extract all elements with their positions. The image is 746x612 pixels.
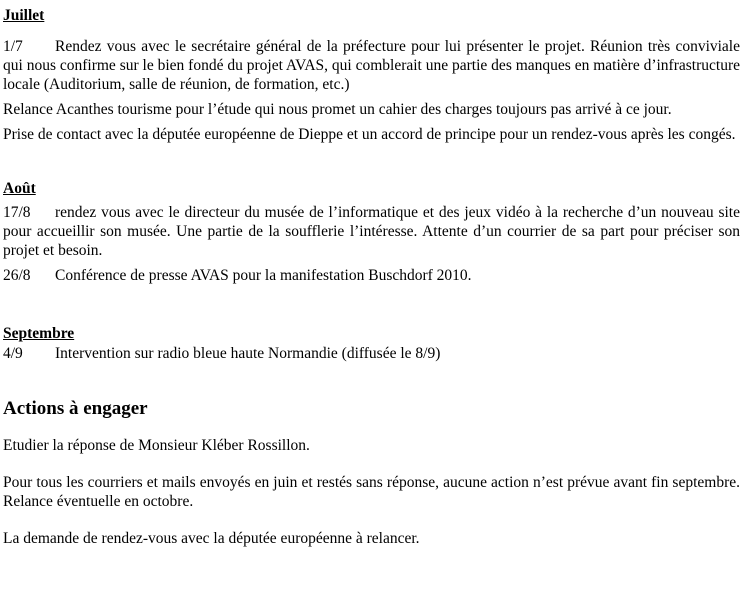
section-aout	[3, 179, 740, 285]
entry-aout-1	[3, 203, 740, 260]
action-item-3: La demande de rendez-vous avec la députée européenne à relancer.	[3, 530, 420, 547]
entry-date: 26/8	[3, 267, 31, 284]
entry-date: 1/7	[3, 38, 23, 55]
action-item-1: Etudier la réponse de Monsieur Kléber Rossillon.	[3, 437, 310, 454]
entry-text: Intervention sur radio bleue haute Normandie (diffusée le 8/9)	[55, 345, 441, 362]
section-actions	[3, 397, 740, 548]
month-heading-aout: Août	[3, 180, 36, 197]
entry-aout-2	[3, 266, 740, 285]
entry-juillet-1	[3, 37, 740, 94]
entry-date: 4/9	[3, 345, 23, 362]
section-juillet	[3, 6, 740, 144]
entry-text: Rendez vous avec le secrétaire général de la préfecture pour lui présenter le projet. Réunion très conviviale qui nous confirme sur le bien fondé du projet AVAS, qui comblerait une partie des manques en matière d’infrastructure locale (Auditorium, salle de réunion, de formation, etc.)	[3, 38, 740, 93]
month-heading-septembre: Septembre	[3, 325, 75, 342]
action-item-2: Pour tous les courriers et mails envoyés en juin et restés sans réponse, aucune action n’est prévue avant fin septembre. Relance éventuelle en octobre.	[3, 474, 740, 510]
actions-heading: Actions à engager	[3, 398, 148, 419]
section-septembre	[3, 324, 740, 363]
entry-date: 17/8	[3, 204, 31, 221]
month-heading-juillet: Juillet	[3, 7, 45, 24]
entry-text: Conférence de presse AVAS pour la manifestation Buschdorf 2010.	[55, 267, 472, 284]
paragraph-relance-acanthes: Relance Acanthes tourisme pour l’étude qui nous promet un cahier des charges toujours pas arrivé à ce jour.	[3, 101, 672, 118]
document-page	[3, 6, 740, 548]
entry-septembre-1	[3, 344, 740, 363]
entry-text: rendez vous avec le directeur du musée de l’informatique et des jeux vidéo à la recherche d’un nouveau site pour accueillir son musée. Une partie de la soufflerie l’intéresse. Attente d’un courrier de sa part pour préciser son projet et besoin.	[3, 204, 740, 259]
paragraph-prise-de-contact: Prise de contact avec la députée européenne de Dieppe et un accord de principe pour un rendez-vous après les congés.	[3, 126, 736, 143]
